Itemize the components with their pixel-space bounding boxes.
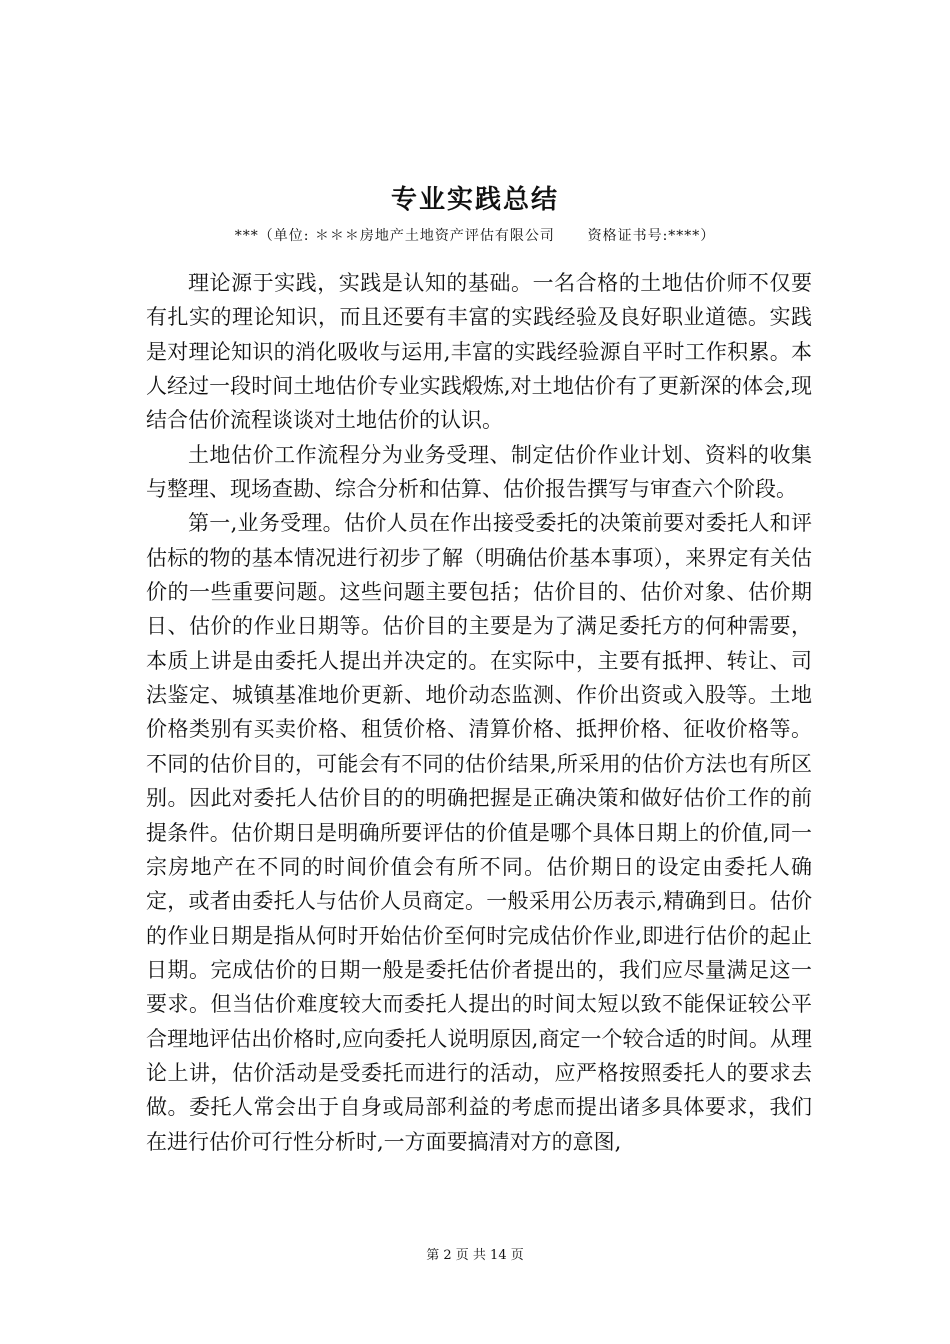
paragraph-workflow: 土地估价工作流程分为业务受理、制定估价作业计划、资料的收集与整理、现场查勘、综合分析和估算、估价报告撰写与审查六个阶段。 [146,442,812,502]
author-info: ***（单位: ＊＊＊房地产土地资产评估有限公司 资格证书号:****） [234,228,716,244]
page-footer: 第 2 页 共 14 页 [426,1248,524,1263]
page-title: 专业实践总结 [390,185,559,215]
paragraph-intro: 理论源于实践，实践是认知的基础。一名合格的土地估价师不仅要有扎实的理论知识，而且还要有丰富的实践经验及良好职业道德。实践是对理论知识的消化吸收与运用,丰富的实践经验源自平时工作积累。本人经过一段时间土地估价专业实践煅炼,对土地估价有了更新深的体会,现结合估价流程谈谈对土地估价的认识。 [146,271,812,433]
body-text [146,266,812,1159]
paragraph-business-acceptance: 第一,业务受理。估价人员在作出接受委托的决策前要对委托人和评估标的物的基本情况进行初步了解（明确估价基本事项），来界定有关估价的一些重要问题。这些问题主要包括；估价目的、估价对象、估价期日、估价的作业日期等。估价目的主要是为了满足委托方的何种需要，本质上讲是由委托人提出并决定的。在实际中，主要有抵押、转让、司法鉴定、城镇基准地价更新、地价动态监测、作价出资或入股等。土地价格类别有买卖价格、租赁价格、清算价格、抵押价格、征收价格等。不同的估价目的，可能会有不同的估价结果,所采用的估价方法也有所区别。因此对委托人估价目的的明确把握是正确决策和做好估价工作的前提条件。估价期日是明确所要评估的价值是哪个具体日期上的价值,同一宗房地产在不同的时间价值会有所不同。估价期日的设定由委托人确定，或者由委托人与估价人员商定。一般采用公历表示,精确到日。估价的作业日期是指从何时开始估价至何时完成估价作业,即进行估价的起止日期。完成估价的日期一般是委托估价者提出的，我们应尽量满足这一要求。但当估价难度较大而委托人提出的时间太短以致不能保证较公平合理地评估出价格时,应向委托人说明原因,商定一个较合适的时间。从理论上讲，估价活动是受委托而进行的活动，应严格按照委托人的要求去做。委托人常会出于自身或局部利益的考虑而提出诸多具体要求，我们在进行估价可行性分析时,一方面要搞清对方的意图, [146,511,812,1154]
